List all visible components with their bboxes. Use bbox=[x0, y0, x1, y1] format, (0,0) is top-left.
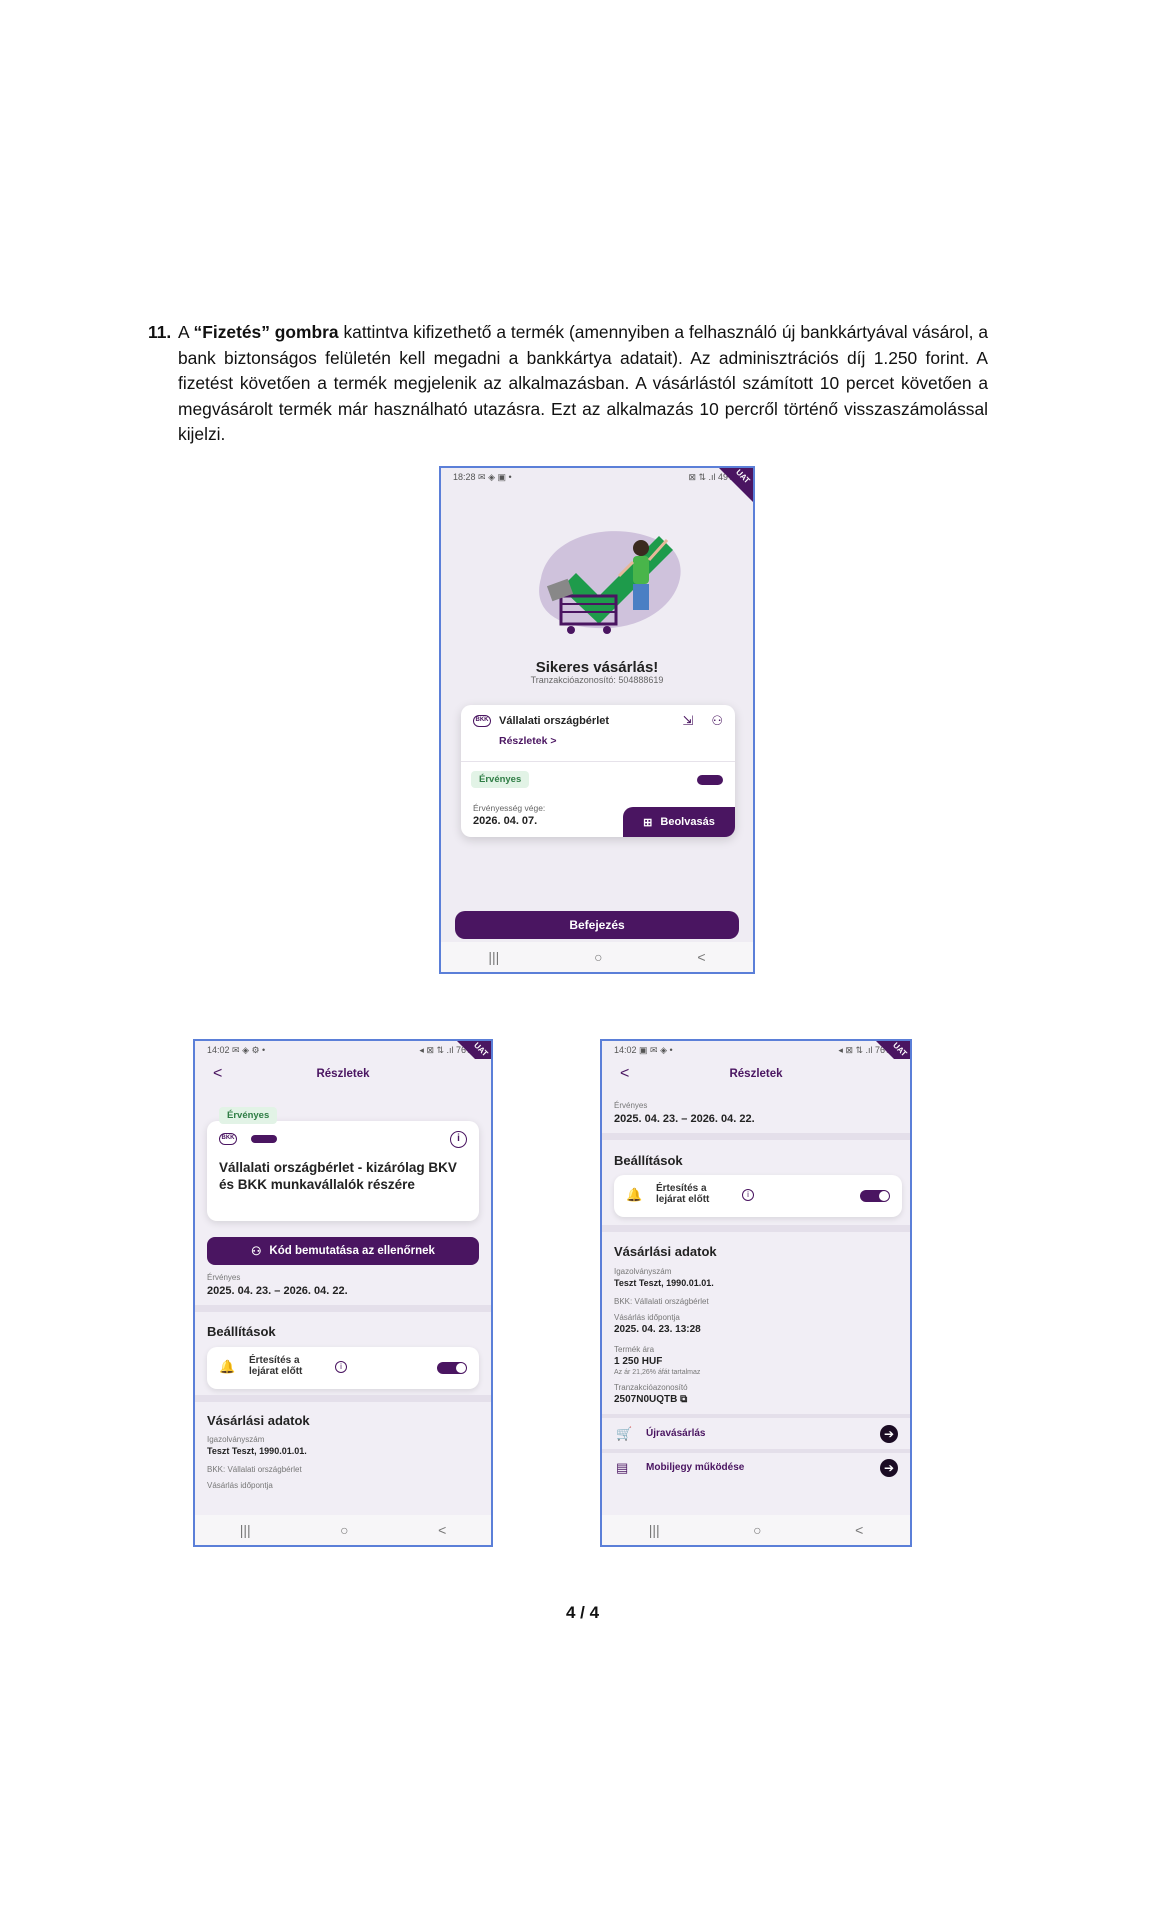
ticket-icon: ▤ bbox=[616, 1460, 629, 1475]
instruction-bold: “Fizetés” gombra bbox=[193, 322, 339, 342]
phone-screenshot-details-top bbox=[193, 1039, 493, 1547]
recents-button[interactable]: ||| bbox=[648, 1522, 660, 1538]
rebuy-label: Újravásárlás bbox=[646, 1428, 706, 1439]
phone-screenshot-details-bottom bbox=[600, 1039, 912, 1547]
android-navbar bbox=[195, 1515, 491, 1545]
divider bbox=[602, 1225, 910, 1232]
price-label: Termék ára bbox=[614, 1345, 655, 1354]
phone-screenshot-success bbox=[439, 466, 755, 974]
info-icon[interactable]: i bbox=[335, 1361, 347, 1373]
home-button[interactable]: ○ bbox=[594, 949, 603, 965]
show-code-button[interactable] bbox=[207, 1237, 479, 1265]
valid-range: 2025. 04. 23. – 2026. 04. 22. bbox=[614, 1113, 755, 1125]
purchase-data-title: Vásárlási adatok bbox=[614, 1244, 717, 1259]
header-title: Részletek bbox=[316, 1068, 370, 1080]
settings-title: Beállítások bbox=[207, 1324, 276, 1339]
status-bar bbox=[441, 468, 753, 486]
android-navbar bbox=[441, 942, 753, 972]
status-badge: Érvényes bbox=[471, 771, 529, 788]
divider bbox=[461, 761, 735, 762]
notification-setting bbox=[614, 1175, 902, 1217]
bkk-logo-icon: BKK bbox=[219, 1133, 237, 1145]
status-left: 14:02 ▣ ✉ ◈ • bbox=[614, 1045, 673, 1055]
id-label: Igazolványszám bbox=[207, 1435, 265, 1444]
finish-button[interactable]: Befejezés bbox=[455, 911, 739, 939]
details-link[interactable]: Részletek > bbox=[499, 735, 557, 747]
back-button[interactable]: < bbox=[697, 949, 706, 965]
back-button[interactable]: < bbox=[438, 1522, 447, 1538]
product-label: BKK: Vállalati országbérlet bbox=[207, 1465, 302, 1474]
transaction-id: Tranzakcióazonosító: 504888619 bbox=[530, 675, 664, 685]
status-left: 14:02 ✉ ◈ ⚙ • bbox=[207, 1045, 266, 1055]
notification-label: Értesítés a lejárat előtt bbox=[249, 1355, 303, 1377]
uat-label: UAT bbox=[734, 467, 752, 486]
notification-toggle[interactable] bbox=[437, 1362, 467, 1374]
valid-label: Érvényes bbox=[207, 1273, 241, 1282]
purchase-data-title: Vásárlási adatok bbox=[207, 1413, 310, 1428]
ticket-name: Vállalati országbérlet bbox=[499, 715, 610, 727]
valid-label: Érvényes bbox=[614, 1101, 648, 1110]
howto-label: Mobiljegy működése bbox=[646, 1462, 745, 1473]
id-label: Igazolványszám bbox=[614, 1267, 672, 1276]
purchase-time-label: Vásárlás időpontja bbox=[614, 1313, 680, 1322]
notification-setting bbox=[207, 1347, 479, 1389]
bell-icon: 🔔 bbox=[219, 1359, 236, 1374]
card-actions bbox=[682, 713, 723, 729]
transaction-label: Tranzakcióazonosító bbox=[614, 1383, 688, 1392]
instruction-text: kattintva kifizethető a termék (amennyiben a felhasználó új bankkártyával vásárol, a bank biztonságos felületén kell megadni a bankkártya adatait). Az adminisztrációs díj 1.250 forint. A fizetést követően a termék megjelenik az alkalmazásban. A vásárlástól számított 10 percet követően a megvásárolt termék már használható utazásra. Ezt az alkalmazás 10 percről történő visszaszámolással kijelzi. bbox=[178, 322, 988, 444]
instruction-intro: A bbox=[178, 322, 189, 342]
info-icon[interactable]: i bbox=[742, 1189, 754, 1201]
ticket-title: Vállalati országbérlet - kizárólag BKV és BKK munkavállalók részére bbox=[219, 1160, 457, 1192]
qr-icon: ⊞ bbox=[643, 816, 653, 829]
rebuy-row[interactable] bbox=[602, 1419, 910, 1449]
arrow-right-icon: ➔ bbox=[880, 1425, 898, 1443]
validity-label: Érvényesség vége: bbox=[473, 803, 546, 813]
step-number: 11. bbox=[148, 322, 172, 342]
divider bbox=[195, 1305, 491, 1312]
product-label: BKK: Vállalati országbérlet bbox=[614, 1297, 709, 1306]
page-number: 4 / 4 bbox=[565, 1603, 600, 1622]
bell-icon: 🔔 bbox=[626, 1187, 643, 1202]
recents-button[interactable]: ||| bbox=[239, 1522, 251, 1538]
back-button[interactable]: < bbox=[855, 1522, 864, 1538]
divider bbox=[602, 1133, 910, 1140]
scan-button[interactable] bbox=[623, 807, 735, 837]
status-left: 18:28 ✉ ◈ ▣ • bbox=[453, 472, 512, 482]
ticket-info-card bbox=[207, 1121, 479, 1221]
arrow-right-icon: ➔ bbox=[880, 1459, 898, 1477]
android-navbar bbox=[602, 1515, 910, 1545]
divider bbox=[195, 1395, 491, 1402]
recents-button[interactable]: ||| bbox=[488, 949, 500, 965]
bkk-logo-icon: BKK bbox=[473, 715, 491, 727]
share-icon[interactable]: ⇲ bbox=[682, 713, 694, 728]
valid-range: 2025. 04. 23. – 2026. 04. 22. bbox=[207, 1285, 348, 1297]
header-title: Részletek bbox=[729, 1068, 783, 1080]
notification-label: Értesítés a lejárat előtt bbox=[656, 1183, 710, 1205]
info-icon[interactable]: i bbox=[450, 1131, 467, 1148]
toggle-icon bbox=[251, 1135, 277, 1143]
cart-icon: 🛒 bbox=[616, 1426, 633, 1441]
vat-note: Az ár 21,26% áfát tartalmaz bbox=[614, 1369, 701, 1376]
uat-ribbon bbox=[719, 468, 753, 502]
id-value: Teszt Teszt, 1990.01.01. bbox=[207, 1446, 307, 1456]
notification-toggle[interactable] bbox=[860, 1190, 890, 1202]
status-right: ◂ ⊠ ⇅ .ıl 76%▮ bbox=[419, 1045, 479, 1055]
purchase-time-label: Vásárlás időpontja bbox=[207, 1481, 273, 1490]
back-arrow-icon[interactable]: < bbox=[620, 1065, 630, 1082]
purchase-time-value: 2025. 04. 23. 13:28 bbox=[614, 1324, 701, 1335]
app-header bbox=[195, 1059, 491, 1091]
status-bar bbox=[195, 1041, 491, 1059]
toggle-icon bbox=[697, 775, 723, 785]
home-button[interactable]: ○ bbox=[340, 1522, 349, 1538]
home-button[interactable]: ○ bbox=[753, 1522, 762, 1538]
success-illustration bbox=[521, 518, 691, 638]
ticket-card[interactable] bbox=[461, 705, 735, 837]
status-right: ⊠ ⇅ .ıl 49%▮ bbox=[688, 472, 741, 482]
uat-label: UAT bbox=[891, 1040, 909, 1059]
user-icon[interactable]: ⚇ bbox=[711, 713, 723, 728]
app-header bbox=[602, 1059, 910, 1091]
status-badge: Érvényes bbox=[219, 1107, 277, 1124]
status-bar bbox=[602, 1041, 910, 1059]
show-code-button-label: Kód bemutatása az ellenőrnek bbox=[269, 1245, 435, 1257]
validity-date: 2026. 04. 07. bbox=[473, 815, 538, 827]
id-value: Teszt Teszt, 1990.01.01. bbox=[614, 1278, 714, 1288]
divider bbox=[602, 1414, 910, 1418]
price-value: 1 250 HUF bbox=[614, 1356, 663, 1367]
transaction-value[interactable]: 2507N0UQTB ⧉ bbox=[614, 1394, 688, 1405]
uat-label: UAT bbox=[472, 1040, 490, 1059]
status-right: ◂ ⊠ ⇅ .ıl 76%▮ bbox=[838, 1045, 898, 1055]
user-icon: ⚇ bbox=[251, 1246, 262, 1258]
instruction-paragraph bbox=[148, 320, 988, 448]
settings-title: Beállítások bbox=[614, 1153, 683, 1168]
howto-row[interactable] bbox=[602, 1453, 910, 1483]
scan-button-label: Beolvasás bbox=[660, 816, 715, 828]
back-arrow-icon[interactable]: < bbox=[213, 1065, 223, 1082]
success-title: Sikeres vásárlás! bbox=[535, 659, 659, 676]
